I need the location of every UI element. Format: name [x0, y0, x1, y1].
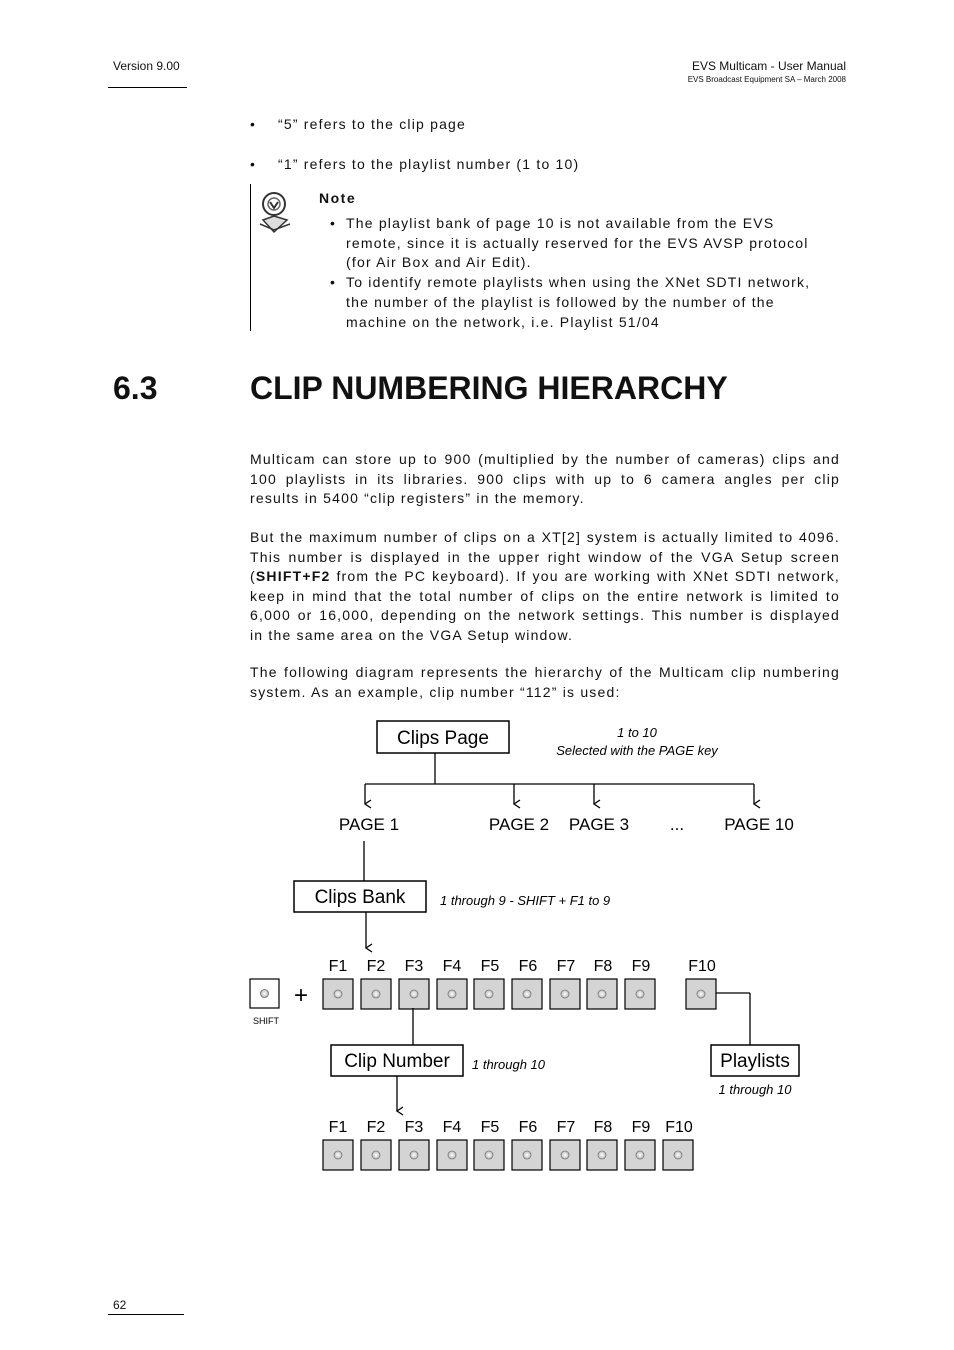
shift-label: SHIFT	[253, 1016, 279, 1026]
footer-rule	[108, 1314, 184, 1315]
fkey-label: F1	[328, 1119, 348, 1136]
clips-page-note-key: Selected with the PAGE key	[556, 743, 718, 758]
clip-number-label: Clip Number	[344, 1051, 450, 1072]
note-item: • The playlist bank of page 10 is not available from the EVS remote, since it is actually reserved for the EVS AVSP protocol (for Air Box and Air Edit).	[328, 214, 828, 273]
page-number: 62	[113, 1298, 127, 1312]
fkey-led	[372, 1151, 380, 1159]
fkey-label: F6	[518, 1119, 538, 1136]
fkey-led	[334, 990, 342, 998]
header-subtitle: EVS Broadcast Equipment SA – March 2008	[687, 75, 846, 84]
clips-bank-label: Clips Bank	[314, 887, 406, 908]
fkey-labels-row1	[329, 958, 716, 975]
shift-key-led	[261, 990, 269, 998]
fkey-led	[598, 990, 606, 998]
bullet-text: “5” refers to the clip page	[278, 116, 467, 132]
fkey-label: F8	[593, 1119, 613, 1136]
fkey-label: F5	[480, 1119, 500, 1136]
page10-label: PAGE 10	[724, 815, 794, 834]
fkey-led	[334, 1151, 342, 1159]
fkey-label: F7	[556, 1119, 576, 1136]
fkey-label: F8	[593, 958, 613, 975]
page2-label: PAGE 2	[488, 815, 550, 834]
fkey-buttons-row2	[323, 1140, 693, 1170]
fkey-led	[448, 1151, 456, 1159]
clips-page-label: Clips Page	[397, 728, 489, 749]
section-number: 6.3	[113, 370, 158, 406]
fkey-led	[448, 990, 456, 998]
fkey-label: F10	[665, 1119, 693, 1136]
header-title: EVS Multicam - User Manual	[691, 59, 846, 73]
fkey-led	[636, 990, 644, 998]
fkey-label: F6	[518, 958, 538, 975]
f10-label: F10	[688, 958, 716, 975]
fkey-label: F1	[328, 958, 348, 975]
fkey-label: F3	[404, 958, 424, 975]
fkey-label: F5	[480, 958, 500, 975]
fkey-led	[561, 1151, 569, 1159]
fkey-led	[561, 990, 569, 998]
fkey-label: F2	[366, 958, 386, 975]
note-item: • To identify remote playlists when using the XNet SDTI network, the number of the playlist is followed by the number of the machine on the network, i.e. Playlist 51/04	[328, 273, 828, 332]
playlists-note: 1 through 10	[718, 1082, 792, 1097]
plus-sign: +	[293, 982, 309, 1009]
fkey-led	[697, 990, 705, 998]
fkey-label: F7	[556, 958, 576, 975]
fkey-label: F2	[366, 1119, 386, 1136]
fkey-labels-row2	[329, 1119, 693, 1136]
fkey-label: F3	[404, 1119, 424, 1136]
fkey-led	[523, 990, 531, 998]
fkey-label: F4	[442, 1119, 462, 1136]
page1-label: PAGE 1	[338, 815, 400, 834]
clips-page-note-range: 1 to 10	[617, 725, 657, 740]
playlists-label: Playlists	[720, 1051, 790, 1072]
paragraph-text: from the PC keyboard). If you are working with XNet SDTI network, keep in mind that the total number of clips on the entire network is limited to 6,000 or 16,000, depending on the network settings. This number is displayed in the same area on the VGA Setup window.	[250, 568, 840, 643]
section-title: CLIP NUMBERING HIERARCHY	[250, 370, 728, 406]
clips-bank-note: 1 through 9 - SHIFT + F1 to 9	[440, 893, 611, 908]
fkey-led	[485, 1151, 493, 1159]
paragraph-diagram-intro: The following diagram represents the hierarchy of the Multicam clip numbering system. As an example, clip number “112” is used:	[250, 664, 840, 700]
ellipsis-label: ...	[669, 815, 685, 834]
fkey-led	[410, 990, 418, 998]
note-title: Note	[319, 190, 357, 206]
fkey-led	[523, 1151, 531, 1159]
bullet-dot: •	[250, 156, 257, 172]
paragraph-capacity: Multicam can store up to 900 (multiplied by the number of cameras) clips and 100 playlists in its libraries. 900 clips with up to 6 camera angles per clip results in 5400 “clip registers” in the memory.	[250, 451, 840, 506]
fkey-led	[598, 1151, 606, 1159]
paragraph-text: But the maximum number of clips on a XT[2] system is actually limited to 4096. This number is displayed in the upper right window of the VGA Setup screen (	[250, 529, 840, 584]
fkey-led	[372, 990, 380, 998]
bullet-dot: •	[250, 116, 257, 132]
bullet-text: “1” refers to the playlist number (1 to 10)	[278, 156, 580, 172]
fkey-label: F9	[631, 958, 651, 975]
clip-number-note: 1 through 10	[472, 1057, 546, 1072]
fkey-led	[674, 1151, 682, 1159]
fkey-buttons-row1	[323, 979, 716, 1009]
fkey-led	[636, 1151, 644, 1159]
fkey-led	[410, 1151, 418, 1159]
fkey-led	[485, 990, 493, 998]
fkey-label: F4	[442, 958, 462, 975]
page3-label: PAGE 3	[568, 815, 630, 834]
fkey-label: F9	[631, 1119, 651, 1136]
header-version: Version 9.00	[113, 59, 180, 73]
shortcut-keys: SHIFT+F2	[255, 568, 331, 584]
